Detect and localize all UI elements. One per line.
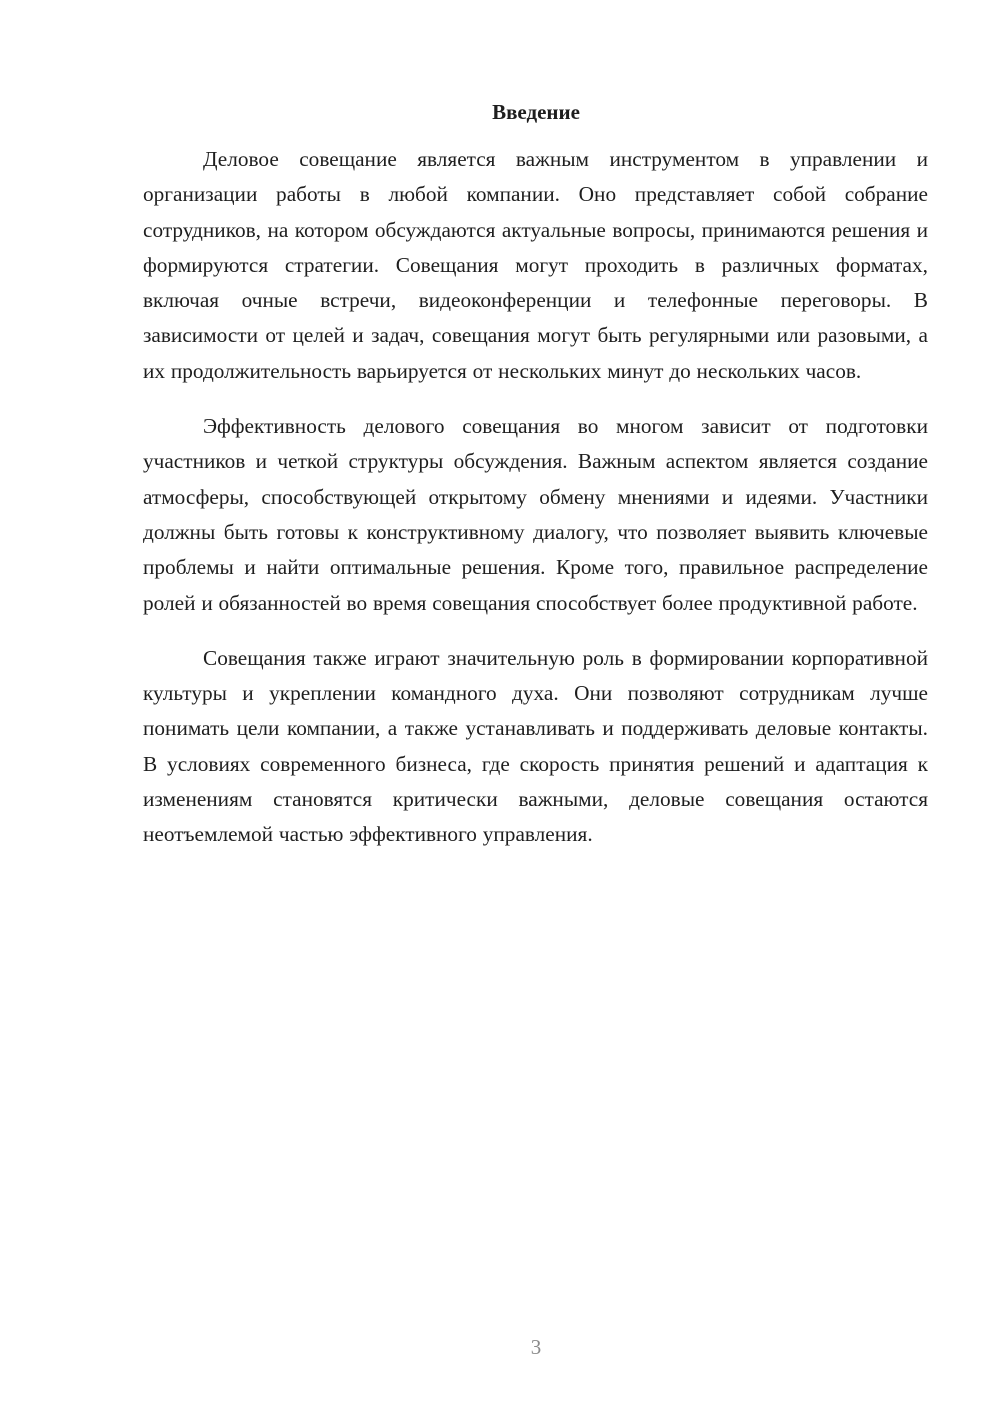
page-number: 3 (530, 1335, 542, 1359)
page-title: Введение (492, 100, 580, 124)
paragraph-3: Совещания также играют значительную роль в формировании корпоративной культуры и укреплении командного духа. Они позволяют сотрудникам лучше понимать цели компании, а также устанавливать и поддерживать деловые контакты. В условиях современного бизнеса, где скорость принятия решений и адаптация к изменениям становятся критически важными, деловые совещания остаются неотъемлемой частью эффективного управления. (143, 645, 928, 847)
paragraph-2: Эффективность делового совещания во многом зависит от подготовки участников и четкой структуры обсуждения. Важным аспектом является создание атмосферы, способствующей открытому обмену мнениями и идеями. Участники должны быть готовы к конструктивному диалогу, что позволяет выявить ключевые проблемы и найти оптимальные решения. Кроме того, правильное распределение ролей и обязанностей во время совещания способствует более продуктивной работе. (143, 414, 928, 615)
body-text (143, 142, 928, 873)
paragraph-1: Деловое совещание является важным инструментом в управлении и организации работы в любой компании. Оно представляет собой собрание сотрудников, на котором обсуждаются актуальные вопросы, принимаются решения и формируются стратегии. Совещания могут проходить в различных форматах, включая очные встречи, видеоконференции и телефонные переговоры. В зависимости от целей и задач, совещания могут быть регулярными или разовыми, а их продолжительность варьируется от нескольких минут до нескольких часов. (143, 147, 928, 383)
